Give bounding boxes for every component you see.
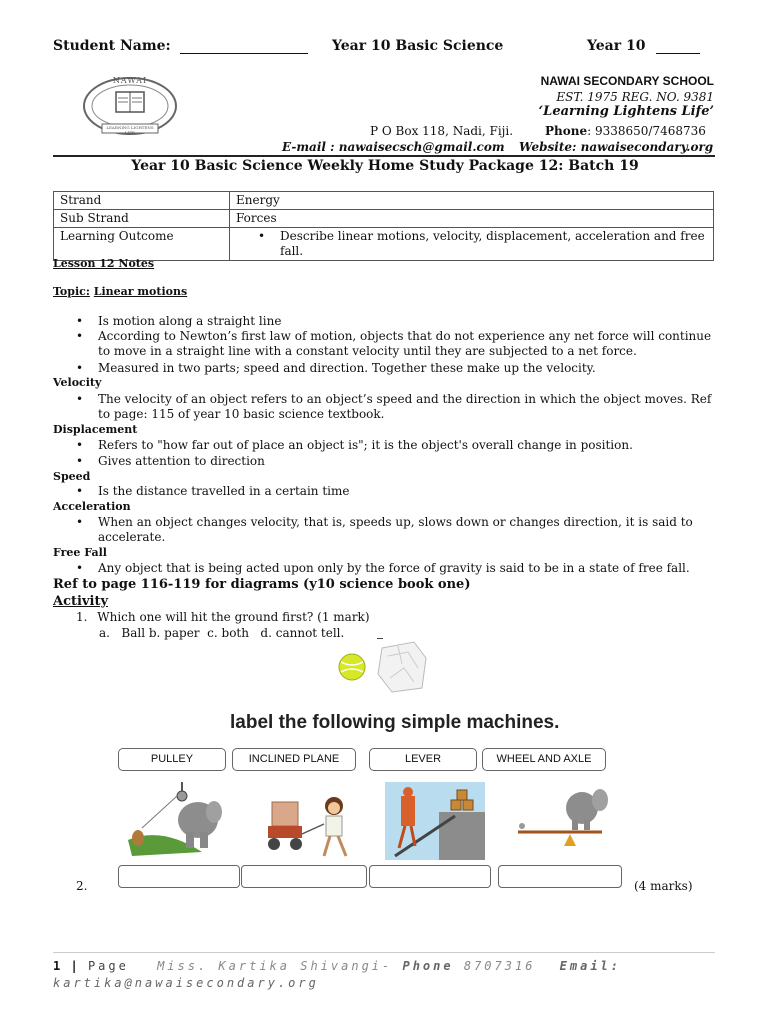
footer-phone: 8707316 [463, 959, 536, 973]
question-1-options: a. Ball b. paper c. both d. cannot tell. [99, 626, 345, 640]
question-text: Which one will hit the ground first? (1 mark) [97, 610, 370, 624]
header-divider [53, 155, 715, 157]
answer-box-pulley[interactable] [118, 865, 240, 888]
phone-label: Phone [545, 124, 588, 138]
list-item: • Measured in two parts; speed and direction. Together these make up the velocity. [76, 361, 596, 375]
school-motto: ‘Learning Lightens Life’ [538, 104, 714, 119]
footer-divider [53, 952, 715, 953]
bullet-icon: • [76, 392, 84, 406]
bullet-icon: • [76, 454, 84, 468]
lever-image [385, 782, 485, 860]
page-word: Page [87, 959, 129, 973]
header-subject: Year 10 Basic Science [332, 38, 504, 54]
page-separator: | [70, 959, 78, 973]
student-name-blank[interactable] [180, 53, 308, 54]
bullet-icon: • [76, 438, 84, 452]
phone-number: : 9338650/7468736 [587, 124, 706, 138]
question-number: 1. [76, 610, 88, 624]
tennis-ball-image [337, 652, 367, 682]
school-logo [80, 74, 180, 140]
school-phone [545, 124, 706, 138]
document-title: Year 10 Basic Science Weekly Home Study Package 12: Batch 19 [131, 158, 639, 174]
question-1 [76, 610, 370, 624]
year-blank[interactable] [656, 53, 700, 54]
info-table [53, 191, 714, 261]
school-address: P O Box 118, Nadi, Fiji. [370, 124, 514, 138]
section-heading-displacement: Displacement [53, 423, 138, 436]
bullet-icon: • [76, 314, 84, 328]
school-est: EST. 1975 REG. NO. 9381 [556, 90, 714, 104]
section-heading-speed: Speed [53, 470, 91, 483]
table-label-cell: Sub Strand [54, 210, 230, 228]
question-2-marks: (4 marks) [634, 879, 693, 893]
teacher-name: Miss. Kartika Shivangi- [157, 959, 393, 973]
logo-text: NAWAI [112, 76, 148, 85]
reference-line: Ref to page 116-119 for diagrams (y10 science book one) [53, 577, 471, 592]
bullet-icon: • [258, 229, 266, 243]
logo-ribbon-text: LEARNING LIGHTENS LIFE [106, 125, 154, 135]
table-value-cell: Forces [230, 210, 714, 228]
learning-outcome-text: Describe linear motions, velocity, displacement, acceleration and free fall. [280, 229, 705, 258]
footer-email-label: Email: [559, 959, 622, 973]
bullet-icon: • [76, 329, 84, 343]
table-value-cell [230, 228, 714, 261]
table-row [54, 228, 714, 261]
list-item: • Any object that is being acted upon only by the force of gravity is said to be in a state of free fall. [76, 561, 690, 575]
topic-value: Linear motions [93, 285, 188, 298]
year-label: Year 10 [587, 38, 646, 54]
answer-box-inclined-plane[interactable] [241, 865, 367, 888]
student-name-label: Student Name: [53, 38, 171, 54]
machine-label-pulley: PULLEY [118, 748, 226, 771]
inclined-plane-image [262, 782, 362, 860]
school-name: NAWAI SECONDARY SCHOOL [540, 74, 714, 88]
list-item: • The velocity of an object refers to an object’s speed and the direction in which the object moves. Ref to page: 115 of year 10 basic science textbook. [76, 392, 712, 421]
school-email: E-mail : nawaisecsch@gmail.com [282, 140, 505, 154]
topic-line [53, 285, 187, 298]
year-field [587, 38, 700, 54]
section-heading-free-fall: Free Fall [53, 546, 107, 559]
topic-label: Topic: [53, 285, 90, 298]
table-label-cell: Learning Outcome [54, 228, 230, 261]
question-2-number: 2. [76, 879, 88, 893]
list-item: • Refers to "how far out of place an object is"; it is the object's overall change in position. [76, 438, 633, 452]
list-item: • When an object changes velocity, that is, speeds up, slows down or changes direction, it is said to accelerate. [76, 515, 693, 544]
page-footer [53, 958, 723, 992]
list-item: • Gives attention to direction [76, 454, 265, 468]
wheel-and-axle-image [510, 782, 610, 860]
table-row [54, 210, 714, 228]
crumpled-paper-image [374, 638, 432, 696]
activity-heading: Activity [53, 594, 108, 609]
machines-title: label the following simple machines. [230, 712, 560, 733]
lesson-heading: Lesson 12 Notes [53, 257, 155, 270]
bullet-icon: • [76, 561, 84, 575]
school-website: Website: nawaisecondary.org [519, 140, 714, 154]
answer-box-lever[interactable] [369, 865, 491, 888]
list-item: • Is the distance travelled in a certain time [76, 484, 350, 498]
section-heading-acceleration: Acceleration [53, 500, 131, 513]
bullet-icon: • [76, 361, 84, 375]
stray-mark [377, 638, 383, 639]
student-name-field [53, 38, 308, 54]
machine-label-wheel-and-axle: WHEEL AND AXLE [482, 748, 606, 771]
list-item: • According to Newton’s first law of motion, objects that do not experience any net force will continue to move in a straight line with a constant velocity until they are subjected to a net force. [76, 329, 712, 358]
table-row [54, 192, 714, 210]
table-label-cell: Strand [54, 192, 230, 210]
page-number: 1 [53, 959, 61, 973]
answer-box-wheel-and-axle[interactable] [498, 865, 622, 888]
section-heading-velocity: Velocity [53, 376, 102, 389]
pulley-image [122, 782, 222, 860]
list-item: • Is motion along a straight line [76, 314, 282, 328]
bullet-icon: • [76, 484, 84, 498]
footer-phone-label: Phone [402, 959, 454, 973]
machine-label-inclined-plane: INCLINED PLANE [232, 748, 356, 771]
machine-label-lever: LEVER [369, 748, 477, 771]
table-value-cell: Energy [230, 192, 714, 210]
bullet-icon: • [76, 515, 84, 529]
footer-email: kartika@nawaisecondary.org [53, 976, 319, 990]
